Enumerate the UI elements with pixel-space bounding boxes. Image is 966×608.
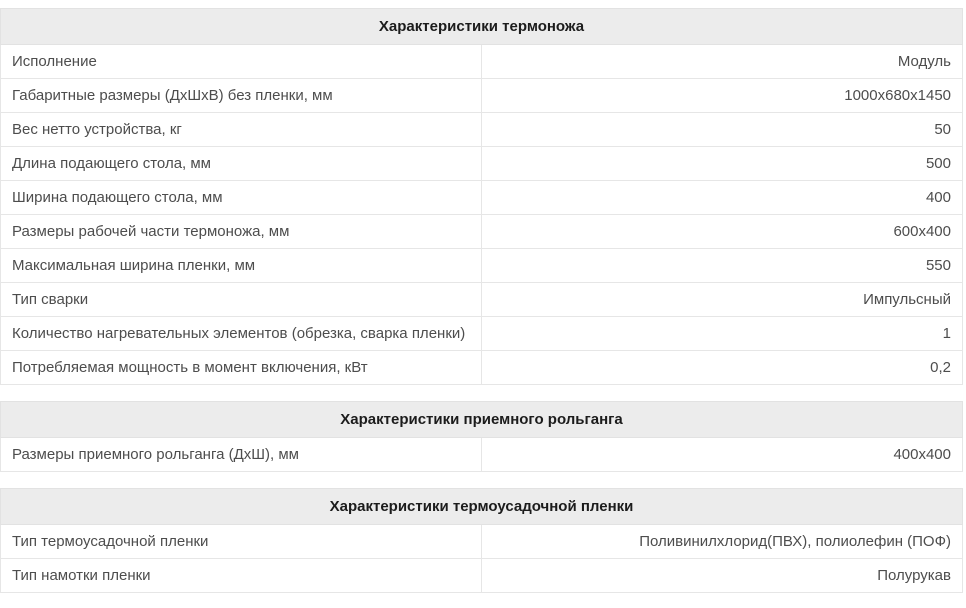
table-row [1, 147, 963, 181]
spec-label: Габаритные размеры (ДхШхВ) без пленки, мм [1, 79, 482, 113]
table-row [1, 317, 963, 351]
spec-label: Максимальная ширина пленки, мм [1, 249, 482, 283]
spec-value: 50 [482, 113, 963, 147]
spec-value: Модуль [482, 45, 963, 79]
table-row [1, 45, 963, 79]
spec-label: Размеры приемного рольганга (ДхШ), мм [1, 438, 482, 472]
table-row [1, 79, 963, 113]
table-row [1, 113, 963, 147]
spec-label: Длина подающего стола, мм [1, 147, 482, 181]
spec-table-thermal-knife [0, 8, 963, 385]
table-row [1, 559, 963, 593]
spec-value: 500 [482, 147, 963, 181]
spec-value: 550 [482, 249, 963, 283]
spec-value: 1000x680x1450 [482, 79, 963, 113]
spec-label: Количество нагревательных элементов (обрезка, сварка пленки) [1, 317, 482, 351]
spec-table-roller-conveyor [0, 401, 963, 472]
spec-label: Исполнение [1, 45, 482, 79]
spec-value: 400x400 [482, 438, 963, 472]
section-title: Характеристики термоусадочной пленки [1, 489, 963, 525]
spec-value: Импульсный [482, 283, 963, 317]
spec-value: 0,2 [482, 351, 963, 385]
spec-value: 600x400 [482, 215, 963, 249]
spec-table-shrink-film [0, 488, 963, 593]
spec-label: Ширина подающего стола, мм [1, 181, 482, 215]
table-row [1, 351, 963, 385]
spec-label: Тип намотки пленки [1, 559, 482, 593]
spec-label: Размеры рабочей части термоножа, мм [1, 215, 482, 249]
spec-value: 400 [482, 181, 963, 215]
section-header-row [1, 489, 963, 525]
section-header-row [1, 9, 963, 45]
table-row [1, 249, 963, 283]
spec-label: Тип термоусадочной пленки [1, 525, 482, 559]
spec-value: 1 [482, 317, 963, 351]
table-row [1, 283, 963, 317]
section-header-row [1, 402, 963, 438]
table-row [1, 181, 963, 215]
spec-label: Вес нетто устройства, кг [1, 113, 482, 147]
table-row [1, 525, 963, 559]
table-row [1, 215, 963, 249]
spec-value: Полурукав [482, 559, 963, 593]
spec-label: Потребляемая мощность в момент включения, кВт [1, 351, 482, 385]
section-title: Характеристики приемного рольганга [1, 402, 963, 438]
spec-label: Тип сварки [1, 283, 482, 317]
spec-value: Поливинилхлорид(ПВХ), полиолефин (ПОФ) [482, 525, 963, 559]
section-title: Характеристики термоножа [1, 9, 963, 45]
table-row [1, 438, 963, 472]
